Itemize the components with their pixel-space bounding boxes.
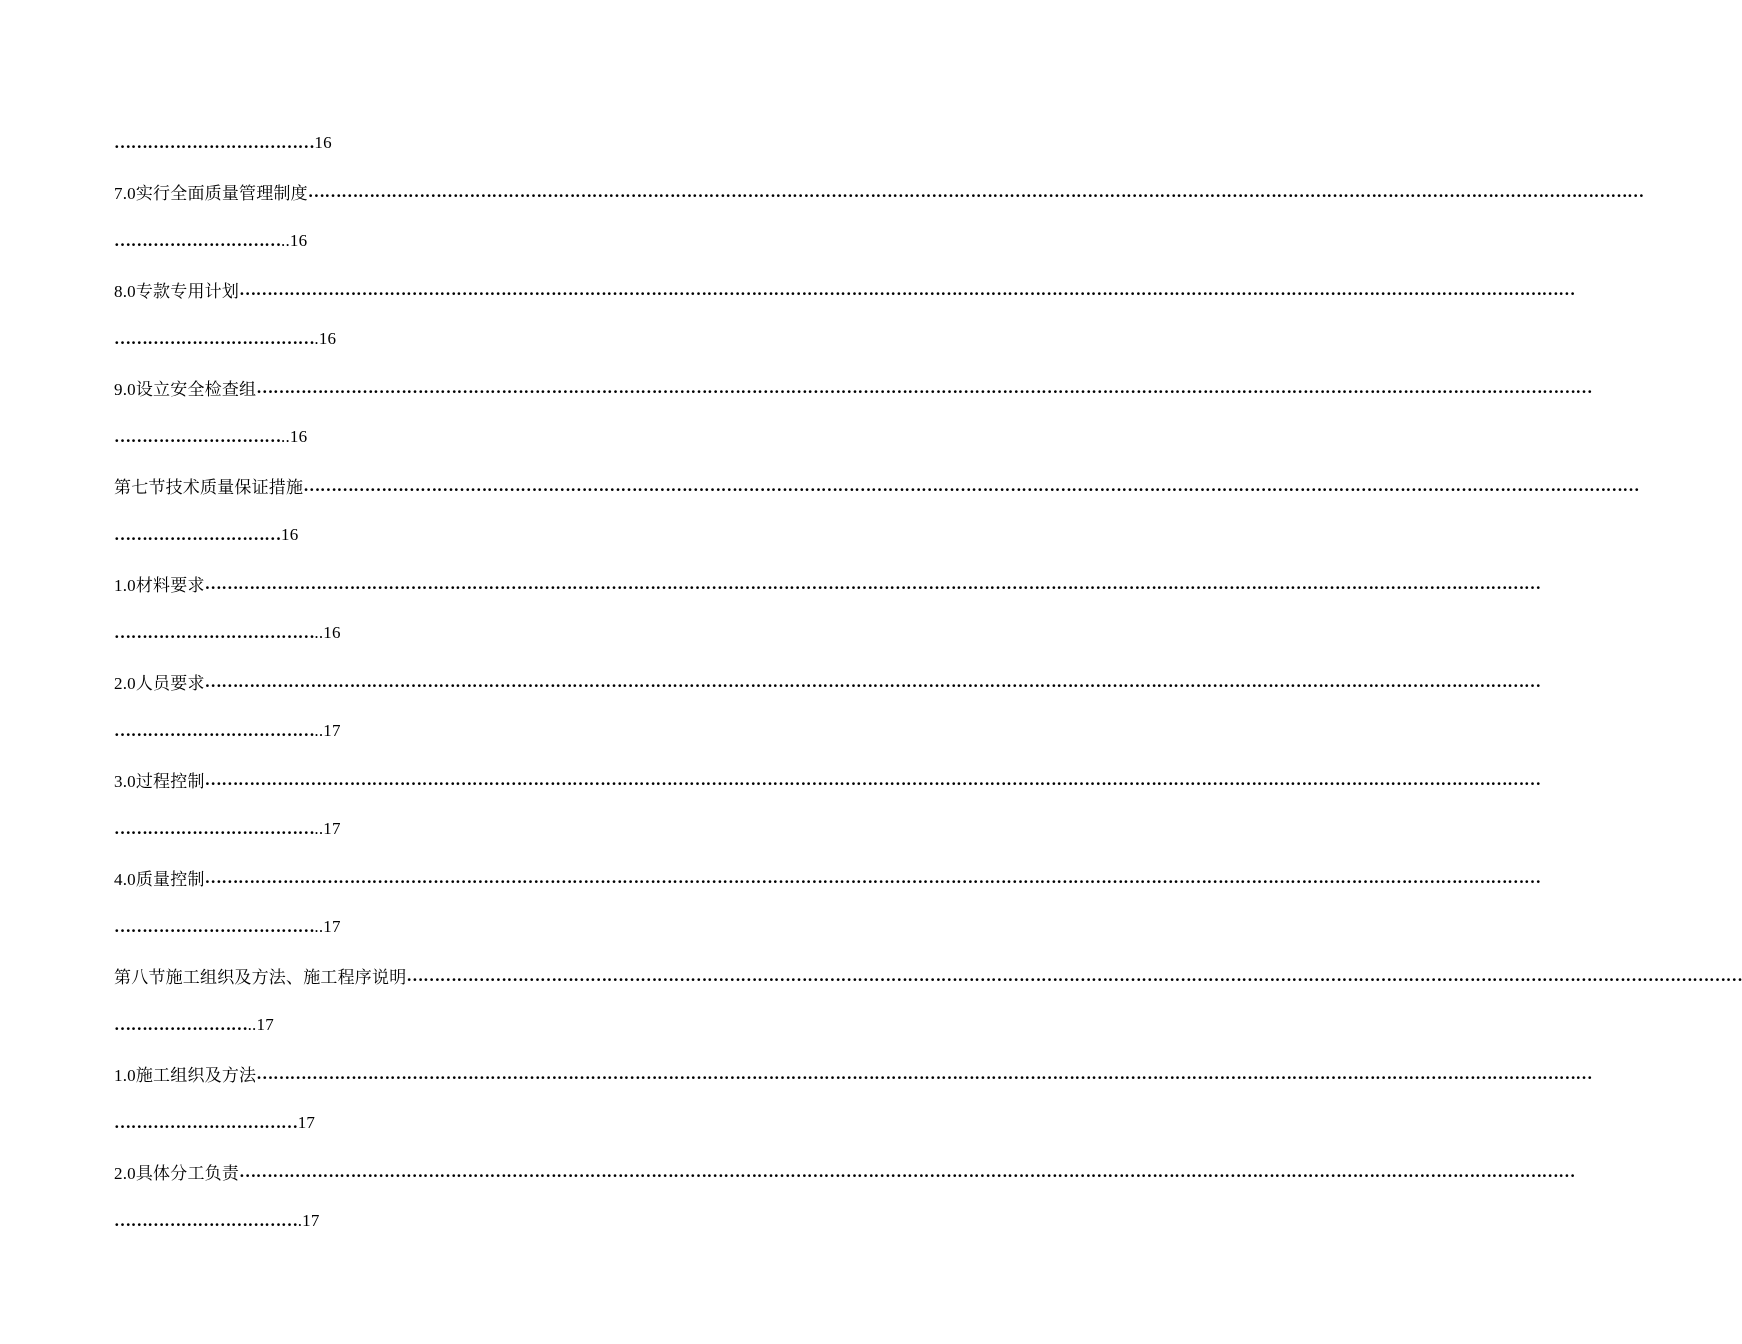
toc-page-number: 16	[314, 132, 332, 152]
leader-dots: ………………………………	[114, 721, 315, 740]
leader-dots: …………………………	[114, 231, 282, 250]
toc-entry-title-line	[114, 363, 1593, 412]
toc-entry-title-line	[114, 951, 1742, 1000]
toc-page-number: ..16	[281, 426, 308, 446]
leader-dots: ……………………	[114, 1015, 248, 1034]
toc-entry-title: 7.0实行全面质量管理制度	[114, 184, 308, 203]
toc-entry-title-line	[114, 1049, 1593, 1098]
toc-page-number: ..17	[247, 1014, 274, 1034]
toc-entry-title-line	[114, 755, 1541, 804]
leader-dots: ……………………………………………………………………………………………………………………………………………………………………………………………………………………	[204, 868, 1541, 887]
toc-page-number: ..17	[314, 720, 341, 740]
leader-dots: ……………………………………………………………………………………………………………………………………………………………………………………………………………………	[239, 1162, 1576, 1181]
toc-page-number: .17	[297, 1210, 320, 1230]
toc-continuation-line	[114, 706, 859, 755]
toc-entry-title: 9.0设立安全检查组	[114, 380, 257, 399]
toc-entry-title: 4.0质量控制	[114, 870, 205, 889]
leader-dots: ……………………………………………………………………………………………………………………………………………………………………………………………………………………	[307, 182, 1644, 201]
toc-continuation-line	[114, 510, 859, 559]
toc-continuation-line	[114, 1000, 859, 1049]
leader-dots: ……………………………………………………………………………………………………………………………………………………………………………………………………………………	[303, 476, 1640, 495]
leader-dots: ……………………………………………………………………………………………………………………………………………………………………………………………………………………	[204, 770, 1541, 789]
toc-continuation-line	[114, 608, 859, 657]
toc-entry-title-line	[114, 559, 1541, 608]
toc-continuation-line	[114, 1098, 859, 1147]
toc-continuation-line	[114, 412, 859, 461]
toc-entry-title: 8.0专款专用计划	[114, 282, 240, 301]
leader-dots: ……………………………	[114, 1211, 298, 1230]
leader-dots: …………………………	[114, 525, 282, 544]
toc-continuation-line	[114, 902, 859, 951]
toc-entry-title: 1.0材料要求	[114, 576, 205, 595]
toc-entry-title: 3.0过程控制	[114, 772, 205, 791]
leader-dots: ………………………………	[114, 819, 315, 838]
toc-entry-title: 2.0具体分工负责	[114, 1164, 240, 1183]
toc-entry-title-line	[114, 265, 1576, 314]
leader-dots: ……………………………………………………………………………………………………………………………………………………………………………………………………………………	[256, 378, 1593, 397]
leader-dots: ……………………………………………………………………………………………………………………………………………………………………………………………………………………	[204, 672, 1541, 691]
toc-page-number: ..17	[314, 916, 341, 936]
toc-entry-title: 第八节施工组织及方法、施工程序说明	[114, 968, 407, 987]
leader-dots: ………………………………	[114, 917, 315, 936]
toc-entry-title-line	[114, 853, 1541, 902]
leader-dots: ……………………………………………………………………………………………………………………………………………………………………………………………………………………	[204, 574, 1541, 593]
toc-page-number: ..16	[314, 622, 341, 642]
toc-continuation-line	[114, 118, 859, 167]
toc-continuation-line	[114, 216, 859, 265]
toc-entry-title-line	[114, 461, 1640, 510]
toc-continuation-line	[114, 804, 859, 853]
toc-page-number: ..16	[281, 230, 308, 250]
toc-entry-title-line	[114, 657, 1541, 706]
toc-entry-title: 2.0人员要求	[114, 674, 205, 693]
toc-entry-title-line	[114, 167, 1644, 216]
leader-dots: ………………………………	[114, 329, 315, 348]
toc-page-number: 17	[297, 1112, 316, 1132]
leader-dots: ……………………………………………………………………………………………………………………………………………………………………………………………………………………	[256, 1064, 1593, 1083]
toc-page-number: ..17	[314, 818, 341, 838]
leader-dots: ……………………………	[114, 1113, 298, 1132]
toc-continuation-line	[114, 314, 859, 363]
leader-dots: ………………………………	[114, 133, 315, 152]
toc-page-number: 16	[281, 524, 299, 544]
toc-continuation-line	[114, 1196, 859, 1245]
toc-entry-title: 1.0施工组织及方法	[114, 1066, 257, 1085]
leader-dots: ……………………………………………………………………………………………………………………………………………………………………………………………………………………	[406, 966, 1742, 985]
toc-page-number: .16	[314, 328, 337, 348]
leader-dots: …………………………	[114, 427, 282, 446]
leader-dots: ………………………………	[114, 623, 315, 642]
table-of-contents	[114, 118, 1742, 1245]
toc-entry-title-line	[114, 1147, 1576, 1196]
toc-entry-title: 第七节技术质量保证措施	[114, 478, 304, 497]
leader-dots: ……………………………………………………………………………………………………………………………………………………………………………………………………………………	[239, 280, 1576, 299]
